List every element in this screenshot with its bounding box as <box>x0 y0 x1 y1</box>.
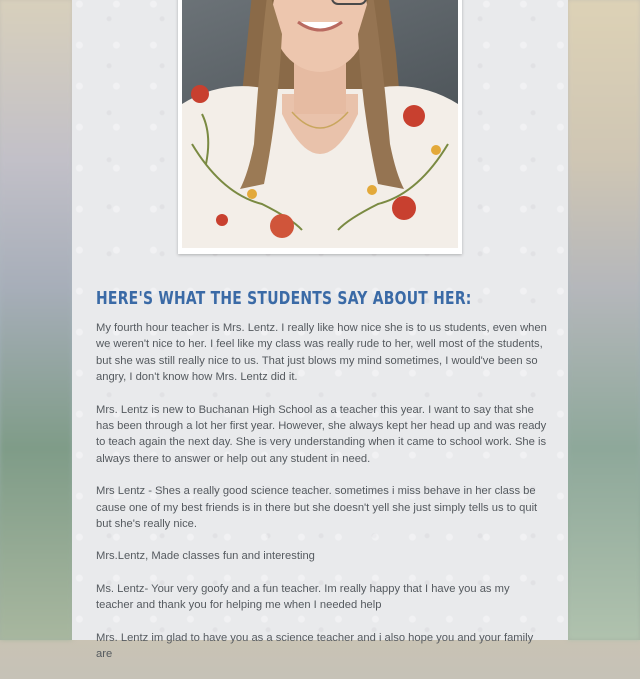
student-comment: Mrs.Lentz, Made classes fun and interesting <box>96 550 315 563</box>
section-heading: HERE'S WHAT THE STUDENTS SAY ABOUT HER: <box>96 288 472 309</box>
student-comment: Ms. Lentz- Your very goofy and a fun teacher. Im really happy that I have you as my teacher and thank you for helping me when I needed help <box>96 582 510 612</box>
teacher-photo <box>182 0 458 248</box>
background-blur-left <box>0 0 72 640</box>
content-panel <box>72 0 568 661</box>
student-comment: Mrs Lentz - Shes a really good science teacher. sometimes i miss behave in her class be cause one of my best friends is in there but she doesn't yell she just simply tells us to quit but she's really nice. <box>96 485 538 531</box>
student-comments-list <box>96 320 548 679</box>
background-blur-right <box>568 0 640 640</box>
teacher-photo-frame <box>178 0 462 254</box>
teacher-portrait-illustration <box>182 0 458 248</box>
student-comment: My fourth hour teacher is Mrs. Lentz. I really like how nice she is to us students, even when we weren't nice to her. I feel like my class was really rude to her, well most of the students, but she was still really nice to us. That just blows my mind sometimes, I would've been so angry, I don't know how Mrs. Lentz did it. <box>96 322 547 384</box>
student-comment: Mrs. Lentz im glad to have you as a science teacher and i also hope you and your family are <box>96 631 534 661</box>
student-comment: Mrs. Lentz is new to Buchanan High School as a teacher this year. I want to say that she has been through a lot her first year. However, she always kept her head up and was ready to teach again the next day. She is very understanding when it came to school work. She is always there to answer or help out any student in need. <box>96 403 547 465</box>
